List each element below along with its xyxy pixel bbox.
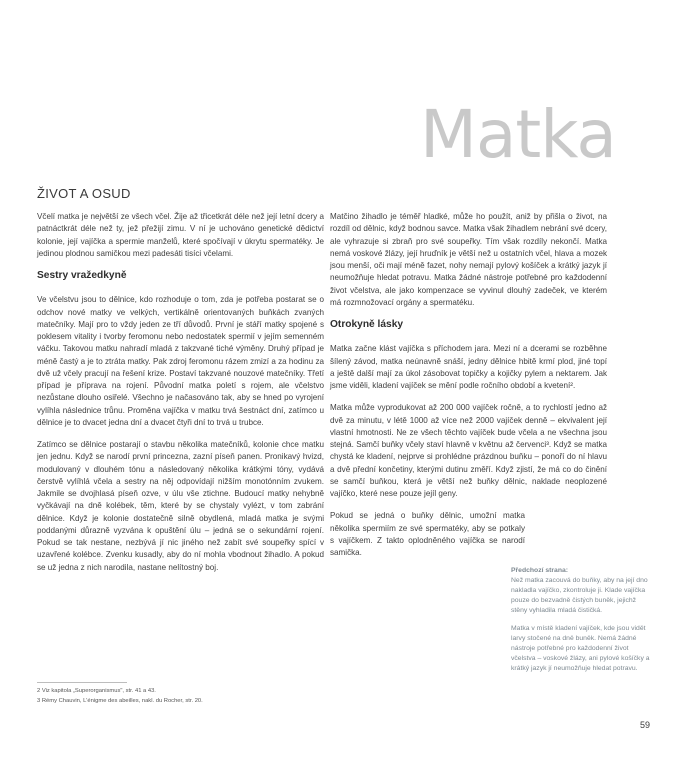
caption-block [511,566,650,616]
caption-title: Předchozí strana: [511,567,569,574]
paragraph: Včelí matka je největší ze všech včel. Žije až třicetkrát déle než její letní dcery a patnáctkrát déle než ty, jež přežijí zimu. V ní je uchováno genetické dědictví kolonie, její vajíčka a spermie manželů, které spočívají v úkrytu spermatéky. Je jedinou plodnou samičkou mezi padesáti tisíci včelami. [37,212,324,258]
paragraph: Pokud se jedná o buňky dělnic, umožní matka několika spermiím ze své spermatéky, aby se potkaly s vajíčkem. Z takto oplodněného vajíčka se narodí samička. [330,511,525,557]
footnote-divider [37,682,127,683]
caption-text-2: Matka v místě kladení vajíček, kde jsou vidět larvy stočené na dně buněk. Nemá žádné nástroje potřebné pro každodenní život včelstva – voskové žlázy, ani pylové košíčky a krátký jazyk jí neumožňuje hledat potravu. [511,625,650,672]
footnote-3: 3 Rémy Chauvin, L'énigme des abeilles, nakl. du Rocher, str. 20. [37,698,203,704]
section-heading: ŽIVOT A OSUD [37,186,131,201]
paragraph: Zatímco se dělnice postarají o stavbu několika matečníků, kolonie chce matku jen jednu. Když se narodí první princezna, zazní píseň panen. Pronikavý hvizd, modulovaný v dlouhém tónu a následovaný několika krátkými tóny, vydává čerstvě vylíhlá včela a sestry na něj odpovídají nižším monotónním zvukem. Jakmile se dvojhlasá píseň ozve, v úlu vše ztichne. Budoucí matky nehybně vyčkávají na dně kolébek, těm, které by se chystaly vylézt, v tom zabrání dělnice. Když je kolonie dostatečně silně obydlená, mladá matka je svými poddanými důrazně vyzvána k opuštění úlu – jedná se o sekundární rojení. Pokud se tak nestane, nezbývá jí nic jiného než zabít své soupeřky spící v uzavřené kolébce. Zvenku kusadly, aby do ní mohla vbodnout žihadlo. A pokud se už jedna z nich narodila, nastane nelítostný boj. [37,440,324,572]
photo-caption [511,566,650,682]
footnotes [37,686,203,706]
paragraph: Matka může vyprodukovat až 200 000 vajíček ročně, a to rychlostí jedno až dvě za minutu, v létě 1000 až více než 2000 vajíček denně – ekvivalent její vlastní hmotnosti. Ne ze všech těchto vajíček bude včela a ne všechna jsou stejná. Samčí buňky včely staví hlavně v květnu až červenci³. Když se matka chystá ke kladení, nejprve si prohlédne prázdnou buňku – ponoří do ní hlavu a dvě přední končetiny, kterými dutinu změří. Když zjistí, že má co do činění se samčí buňkou, která je větší než buňky dělnic, naklade neoplozené vajíčko, které nese pouze jejíl geny. [330,403,607,498]
chapter-title: Matka [420,96,616,173]
paragraph: Matčino žihadlo je téměř hladké, může ho použít, aniž by přišla o život, na rozdíl od dělnic, když bodnou savce. Matka však žihadlem nebrání své dcery, ale vyhrazuje si zbraň pro své soupeřky. Tím však rozdíly nekončí. Matka nemá voskové žlázy, její hruďník je větší než u ostatních včel, hlava a mozek jsou menší, oči mají méně fazet, nohy nemají pylový košíček a krátký jazyk jí neumožňuje hledat potravu. Matka žádné nástroje potřebné pro každodenní život včelstva, ale jako kompenzace se vyvinul dlouhý zadeček, ve kterém má rozmnožovací orgány a spermatéku. [330,212,607,307]
caption-text: Než matka zacouvá do buňky, aby na její dno nakladla vajíčko, zkontroluje ji. Klade vajíčka pouze do bezvadně čistých buněk, jejichž stěny vyhladila mladá čističká. [511,577,648,614]
paragraph: Ve včelstvu jsou to dělnice, kdo rozhoduje o tom, zda je potřeba postarat se o odchov nové matky ve velkých, vertikálně orientovaných buňkách zvaných matečníky. Mají pro to vždy jeden ze tří důvodů. První je stáří matky spojené s poklesem vitality i tvorby feromonu nebo nedostatek spermií v jejím semenném váčku. Takovou matku nahradí mladá z takzvané tiché výměny. Druhý případ je méně častý a je to ztráta matky. Pak zdroj feromonu rázem zmizí a za hodinu za dvě už včely pracují na řešení krize. Postaví takzvané nouzové matečníky. Třetí případ je příprava na rojení. Původní matka poletí s rojem, ale včelstvo nezůstane dlouho osiřelé. Všechno je načasováno tak, aby se hned po vyrojení vylíhla následnice trůnu. Proměna vajíčka v matku trvá šestnáct dní, zatímco u dělnice je to dvacet jedna dní a dvacet čtyři dní to trvá u trubce. [37,295,324,427]
right-column [330,211,607,569]
left-column [37,211,324,584]
subheading-otrokyne: Otrokyně lásky [330,319,404,330]
paragraph: Matka začne klást vajíčka s příchodem jara. Mezi ní a dcerami se rozběhne šílený závod, matka neúnavně snáší, jedny dělnice hbitě krmí plod, jiné topí a ještě další mají za úkol zásobovat topičky a kojičky pylem a nektarem. Jak jsme viděli, kladení vajíček se mění podle ročního období a kvetení². [330,344,607,390]
page-number: 59 [640,720,651,730]
subheading-sestry: Sestry vražedkyně [37,270,127,281]
footnote-2: 2 Viz kapitola „Superorganismus", str. 41 a 43. [37,688,156,694]
